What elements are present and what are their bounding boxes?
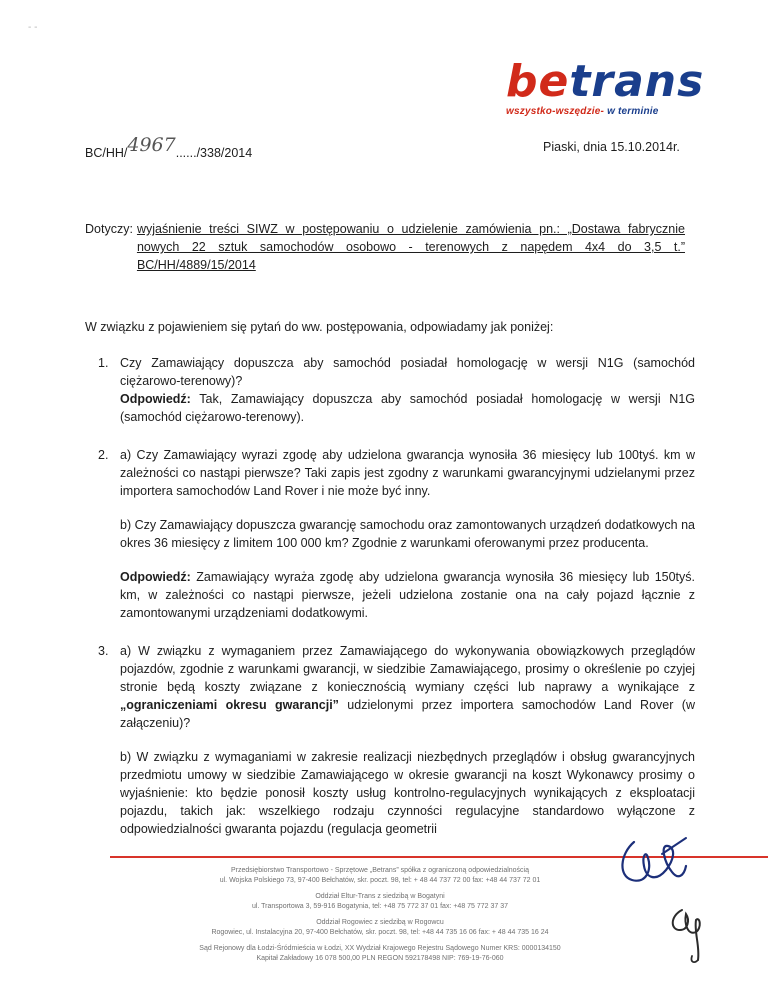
item-number: 3. bbox=[98, 644, 109, 658]
subject-text: wyjaśnienie treści SIWZ w postępowaniu o udzielenie zamówienia pn.: „Dostawa fabrycznie nowych 22 sztuk samochodów osobowo - terenowych z napędem 4x4 do 3,5 t.” BC/HH/4889/15/2014 bbox=[136, 222, 685, 272]
ref-dots: ...... bbox=[175, 146, 197, 160]
footer-company-block bbox=[110, 866, 650, 886]
footer-branch1-name: Oddział Eltur-Trans z siedzibą w Bogatyni bbox=[315, 893, 445, 900]
ref-suffix: /338/2014 bbox=[196, 146, 253, 160]
subject-block bbox=[85, 220, 685, 274]
item-number: 2. bbox=[98, 448, 109, 462]
answer-text: Zamawiający wyraża zgodę aby udzielona gwarancja wynosiła 36 miesięcy lub 150tyś. km, w zależności co nastąpi pierwsze, jeżeli udzielona zostanie ona na cały pojazd łącznie z zamontowanymi urządzeniami dodatkowymi. bbox=[120, 570, 695, 620]
signature-stroke-1 bbox=[622, 842, 686, 881]
item-number: 1. bbox=[98, 356, 109, 370]
logo-tagline bbox=[506, 106, 696, 117]
answer-label: Odpowiedź: bbox=[120, 392, 191, 406]
logo-word-be: be bbox=[506, 56, 570, 107]
answer-paragraph bbox=[120, 568, 695, 622]
logo-word-rest: trans bbox=[569, 56, 705, 107]
footer-company-address: ul. Wojska Polskiego 73, 97-400 Bełchatów, skr. poczt. 98, tel: + 48 44 737 72 00 fax: +48 44 737 72 01 bbox=[219, 877, 541, 884]
answer-text: Tak, Zamawiający dopuszcza aby samochód posiadał homologację w wersji N1G (samochód ciężarowo-terenowy). bbox=[120, 392, 695, 424]
company-logo bbox=[506, 56, 705, 117]
footer-branch-bogatynia bbox=[110, 892, 650, 912]
question-text-a bbox=[120, 642, 695, 732]
paraph-stroke-1 bbox=[673, 910, 700, 960]
question-a-bold: „ograniczeniami okresu gwarancji” bbox=[120, 698, 339, 712]
subject-label: Dotyczy: bbox=[85, 222, 133, 236]
paraph-stroke-2 bbox=[691, 956, 698, 962]
list-item bbox=[98, 642, 695, 838]
company-footer bbox=[110, 866, 650, 970]
question-list bbox=[98, 354, 695, 858]
footer-branch1-address: ul. Transportowa 3, 59-916 Bogatynia, tel: +48 75 772 37 01 fax: +48 75 772 37 37 bbox=[251, 903, 509, 910]
intro-paragraph: W związku z pojawieniem się pytań do ww. postępowania, odpowiadamy jak poniżej: bbox=[85, 320, 554, 334]
corner-scan-mark: - - bbox=[28, 22, 38, 33]
question-text-b: b) Czy Zamawiający dopuszcza gwarancję samochodu oraz zamontowanych urządzeń dodatkowych na okres 36 miesięcy z limitem 100 000 km? Zgodnie z warunkami oferowanymi przez producenta. bbox=[120, 518, 695, 550]
tagline-part-b: w terminie bbox=[607, 106, 659, 117]
letter-date: Piaski, dnia 15.10.2014r. bbox=[543, 140, 680, 154]
footer-branch2-address: Rogowiec, ul. Instalacyjna 20, 97-400 Bełchatów, skr. poczt. 98, tel: +48 44 735 16 06 fax: + 48 44 735 16 24 bbox=[211, 929, 549, 936]
logo-wordmark bbox=[506, 56, 705, 107]
question-a-part-1: a) W związku z wymaganiem przez Zamawiającego do wykonywania obowiązkowych przeglądów pojazdów, zgodnie z warunkami gwarancji, w siedzibie Zamawiającego, prosimy o określenie po czyjej stronie będą koszty związane z koniecznością wymiany części lub naprawy a wynikające z bbox=[120, 644, 695, 694]
handwritten-initials-signature bbox=[612, 832, 692, 902]
tagline-part-a: wszystko-wszędzie- bbox=[506, 106, 605, 117]
question-text: Czy Zamawiający dopuszcza aby samochód posiadał homologację w wersji N1G (samochód ciężarowo-terenowy)? bbox=[120, 356, 695, 388]
question-text-b: b) W związku z wymaganiami w zakresie realizacji niezbędnych przeglądów i obsług gwarancyjnych przedmiotu umowy w siedzibie Zamawiającego w okresie gwarancji na koszt Wykonawcy prosimy o wyjaśnienie: kto będzie ponosił koszty usług kontrolno-regulacyjnych wynikających z eksploatacji pojazdu, takich jak: wszelkiego rodzaju czynności regulacyjne standardowo wyłączone z odpowiedzialności gwaranta pojazdu (regulacja geometrii bbox=[120, 750, 695, 836]
reference-number bbox=[85, 134, 253, 162]
footer-court-register bbox=[110, 944, 650, 964]
ref-handwritten-number: 4967 bbox=[127, 134, 176, 156]
footer-court-line: Sąd Rejonowy dla Łodzi-Śródmieścia w Łodzi, XX Wydział Krajowego Rejestru Sądowego Numer KRS: 0000134150 bbox=[199, 945, 561, 952]
footer-capital-line: Kapitał Zakładowy 16 078 500,00 PLN REGON 592178498 NIP: 769-19-76-060 bbox=[256, 955, 504, 962]
question-text-a: a) Czy Zamawiający wyrazi zgodę aby udzielona gwarancja wynosiła 36 miesięcy lub 100tyś. km w zależności co nastąpi pierwsze? Taki zapis jest zgodny z warunkami gwarancyjnymi udzielanymi przez importera samochodów Land Rover i nie może być inny. bbox=[120, 448, 695, 498]
answer-paragraph bbox=[120, 390, 695, 426]
ref-prefix: BC/HH/ bbox=[85, 146, 128, 160]
footer-company-name: Przedsiębiorstwo Transportowo - Sprzętowe „Betrans” spółka z ograniczoną odpowiedzialnością bbox=[230, 867, 530, 874]
list-item bbox=[98, 354, 695, 426]
handwritten-paraph bbox=[660, 902, 720, 968]
footer-branch-rogowiec bbox=[110, 918, 650, 938]
answer-label: Odpowiedź: bbox=[120, 570, 191, 584]
question-a-part-2: udzielonymi przez importera samochodów Land Rover (w załączeniu)? bbox=[120, 698, 695, 730]
footer-branch2-name: Oddział Rogowiec z siedzibą w Rogowcu bbox=[316, 919, 444, 926]
list-item bbox=[98, 446, 695, 622]
